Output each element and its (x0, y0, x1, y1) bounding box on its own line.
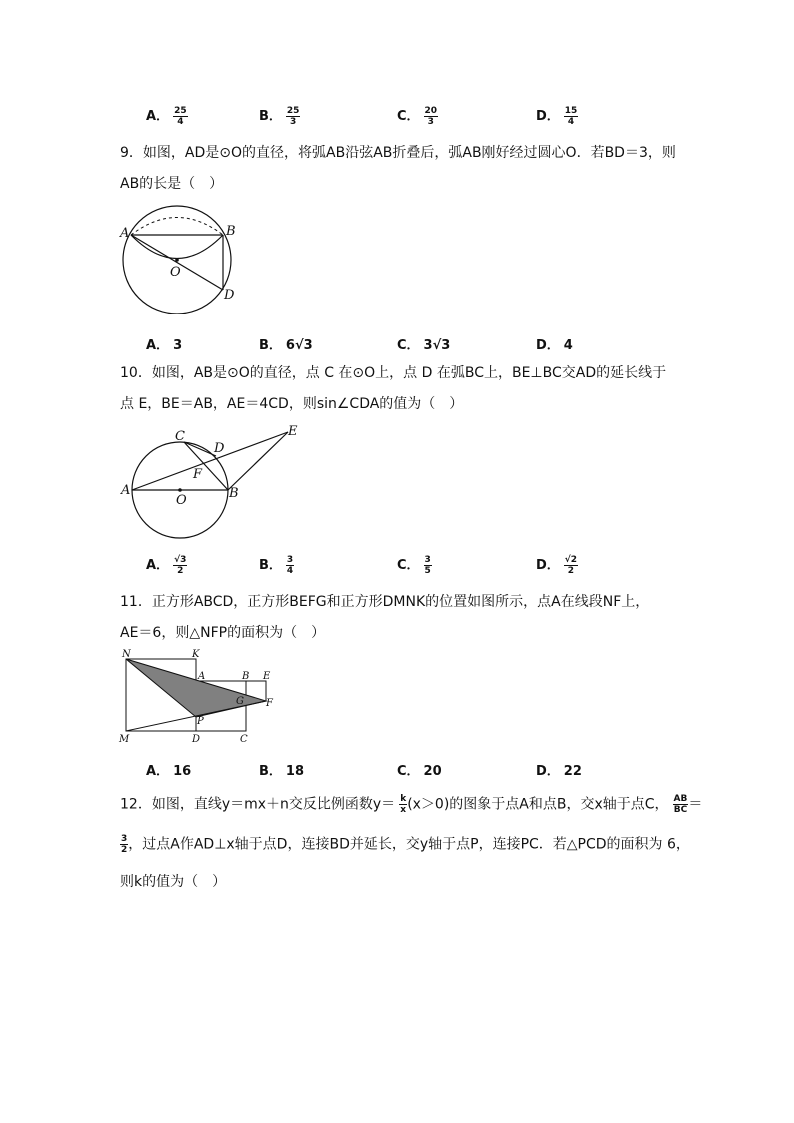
q11-label-f: F (266, 698, 273, 709)
q10-label-b: B (229, 486, 239, 501)
q11-option-d: D． 22 (536, 764, 582, 779)
q12-fraction-ab-over-bc: $\frac{AB}{BC}$ (673, 794, 688, 815)
q10-label-f: F (193, 467, 203, 482)
q9-label-b: B (226, 224, 236, 239)
q11-label-c: C (240, 734, 248, 745)
q10-chord-cd (184, 442, 216, 456)
q8-option-b: B． $\frac{25}{3}$ (259, 106, 300, 127)
q10-option-b-fraction: $\frac{3}{4}$ (286, 555, 294, 576)
q12-text-line2: $\frac{3}{2}$ ，过点A作AD⊥x轴于点D，连接BD并延长，交y轴于点P，连接PC．若△PCD的面积为 6， (121, 834, 690, 855)
q9-option-c: C． 3√3 (397, 338, 451, 353)
q11-label-n: N (122, 649, 131, 660)
q10-option-c: C． $\frac{3}{5}$ (397, 555, 431, 576)
q9-dashed-arc (131, 218, 223, 236)
q8-option-a-fraction: $\frac{25}{4}$ (174, 106, 187, 127)
q9-text-line1: 9．如图，AD是⊙O的直径，将弧AB沿弦AB折叠后，弧AB刚好经过圆心O．若BD＝3，则 (120, 145, 676, 161)
q10-line-be (228, 432, 288, 490)
q11-label-d: D (192, 734, 201, 745)
q11-figure (116, 647, 281, 747)
q10-text-line2: 点 E，BE＝AB，AE＝4CD，则sin∠CDA的值为（ ） (120, 396, 464, 412)
q10-figure (116, 422, 306, 540)
q8-option-d-fraction: $\frac{15}{4}$ (564, 106, 578, 127)
q11-option-b: B． 18 (259, 764, 305, 779)
q10-label-d: D (214, 441, 225, 456)
q10-center-dot (178, 488, 182, 492)
q8-option-c-fraction: $\frac{20}{3}$ (424, 106, 438, 127)
q12-fraction-three-halves: $\frac{3}{2}$ (121, 834, 128, 855)
q11-label-m: M (119, 734, 130, 745)
q10-option-d-fraction: $\frac{√2}{2}$ (564, 555, 578, 576)
q11-label-a: A (198, 671, 206, 682)
q9-option-a: A． 3 (146, 338, 183, 353)
q9-text-line2: AB的长是（ ） (120, 176, 224, 192)
q12-fraction-k-over-x: $\frac{k}{x}$ (400, 794, 407, 815)
q8-option-d: D． $\frac{15}{4}$ (536, 106, 578, 127)
q11-text-line2: AE＝6，则△NFP的面积为（ ） (120, 625, 326, 641)
q12-text-line1: 12．如图，直线y＝mx＋n交反比例函数y＝ $\frac{k}{x}$ (x＞0)的图象于点A和点B，交x轴于点C， $\frac{AB}{BC}$ ＝ (120, 794, 703, 815)
q9-label-o: O (170, 265, 181, 280)
q9-label-a: A (120, 226, 130, 241)
q10-option-b: B． $\frac{3}{4}$ (259, 555, 294, 576)
q9-label-d: D (224, 288, 235, 303)
q11-label-p: P (197, 716, 204, 727)
q11-label-b: B (242, 671, 250, 682)
q9-figure (116, 202, 246, 314)
q11-label-g: G (236, 696, 244, 707)
q10-label-a: A (121, 483, 131, 498)
q11-label-k: K (192, 649, 200, 660)
q12-text-line3: 则k的值为（ ） (120, 874, 227, 890)
q10-option-d: D． $\frac{√2}{2}$ (536, 555, 578, 576)
q11-option-a: A． 16 (146, 764, 192, 779)
q8-option-c: C． $\frac{20}{3}$ (397, 106, 438, 127)
q11-option-c: C． 20 (397, 764, 442, 779)
q9-diameter-ad (131, 235, 223, 290)
q10-option-a-fraction: $\frac{√3}{2}$ (174, 555, 187, 576)
q10-text-line1: 10．如图，AB是⊙O的直径，点 C 在⊙O上，点 D 在弧BC上，BE⊥BC交AD的延长线于 (120, 365, 667, 381)
q10-option-c-fraction: $\frac{3}{5}$ (424, 555, 431, 576)
q9-center-dot (175, 258, 179, 262)
q9-folded-arc (131, 235, 223, 259)
q8-option-a: A． $\frac{25}{4}$ (146, 106, 187, 127)
q10-label-o: O (176, 493, 187, 508)
q9-option-b: B． 6√3 (259, 338, 313, 353)
q10-label-e: E (288, 424, 298, 439)
q8-option-b-fraction: $\frac{25}{3}$ (286, 106, 300, 127)
q11-text-line1: 11．正方形ABCD，正方形BEFG和正方形DMNK的位置如图所示，点A在线段NF上， (120, 594, 650, 610)
q10-line-ae (132, 432, 288, 490)
q11-label-e: E (263, 671, 271, 682)
q9-option-d: D． 4 (536, 338, 573, 353)
q10-label-c: C (175, 429, 185, 444)
q10-option-a: A． $\frac{√3}{2}$ (146, 555, 187, 576)
